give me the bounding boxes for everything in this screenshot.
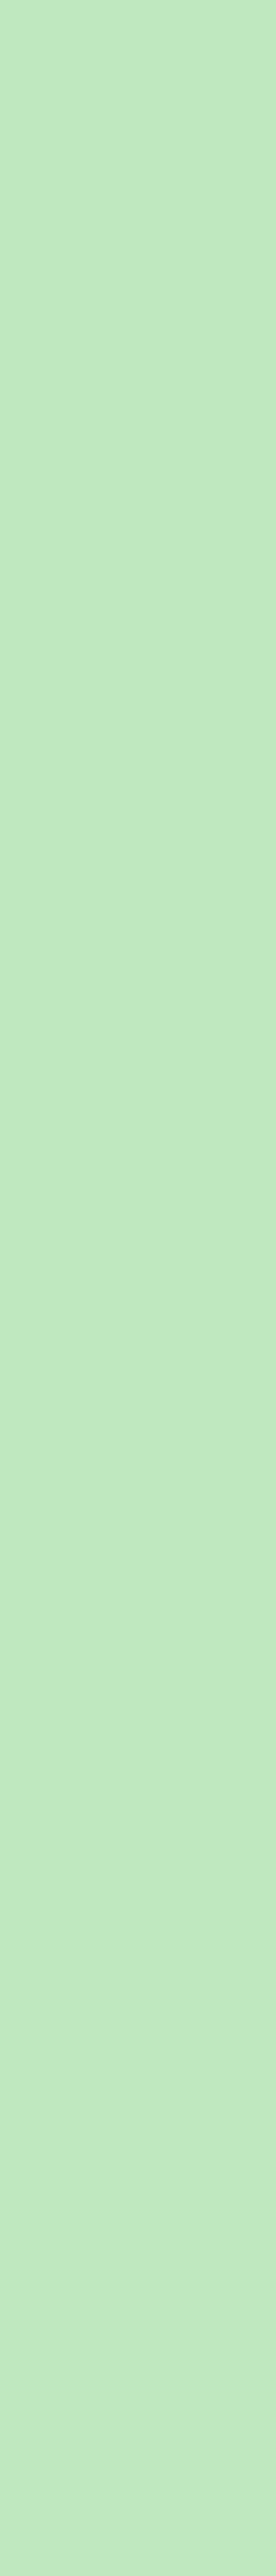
- text-block: [7, 1783, 269, 1807]
- text-block: [7, 50, 269, 80]
- text-block: [7, 521, 269, 544]
- text-block: [7, 1597, 269, 1614]
- text-block: [7, 80, 269, 96]
- text-block: [7, 728, 269, 758]
- text-block: [7, 1973, 269, 1992]
- text-block: [7, 948, 269, 971]
- text-block: [7, 1172, 269, 1189]
- text-block: [7, 859, 269, 891]
- text-block: [7, 971, 269, 999]
- text-block: [7, 1393, 269, 1411]
- text-block: [7, 391, 269, 419]
- text-block: [7, 16, 269, 37]
- text-block: [7, 1235, 269, 1265]
- text-block: [7, 837, 269, 859]
- text-block: [7, 1060, 269, 1089]
- text-block: [7, 999, 269, 1029]
- text-block: [7, 2053, 269, 2067]
- text-block: [7, 1560, 269, 1574]
- text-block: [7, 1522, 269, 1541]
- text-block: [7, 419, 269, 435]
- text-block: [7, 1315, 269, 1335]
- text-block: [7, 1140, 269, 1172]
- text-block: [7, 1707, 269, 1735]
- text-block: [7, 221, 269, 235]
- text-block: [7, 630, 269, 647]
- text-block: [7, 1215, 269, 1235]
- text-block: [7, 336, 269, 349]
- text-block: [7, 2117, 269, 2129]
- text-block: [7, 2067, 269, 2081]
- text-block: [7, 1089, 269, 1110]
- text-block: [7, 3, 269, 16]
- text-block: [7, 37, 269, 50]
- text-block: [7, 1935, 269, 1958]
- text-block: [7, 1807, 269, 1826]
- text-block: [7, 282, 269, 318]
- text-block: [7, 800, 269, 837]
- text-block: [7, 2081, 269, 2102]
- text-block: [7, 96, 269, 114]
- text-block: [7, 1411, 269, 1432]
- text-block: [7, 168, 269, 181]
- text-block: [7, 1958, 269, 1973]
- text-block: [7, 779, 269, 800]
- text-block: [7, 1852, 269, 1875]
- text-block: [7, 2165, 269, 2179]
- text-block: [7, 605, 269, 630]
- text-block: [7, 460, 269, 477]
- text-block: [7, 1638, 269, 1658]
- text-block: [7, 1826, 269, 1852]
- text-block: [7, 927, 269, 948]
- text-block: [7, 2014, 269, 2035]
- text-block: [7, 349, 269, 374]
- text-block: [7, 1487, 269, 1501]
- text-block: [7, 1265, 269, 1288]
- text-block: [7, 2144, 269, 2165]
- footer: [7, 2179, 269, 2189]
- text-block: [7, 544, 269, 576]
- text-block: [7, 1658, 269, 1687]
- text-block: [7, 181, 269, 206]
- text-block: [7, 435, 269, 460]
- text-block: [7, 576, 269, 605]
- text-block: [7, 1458, 269, 1487]
- text-block: [7, 206, 269, 221]
- text-block: [7, 1921, 269, 1935]
- text-block: [7, 705, 269, 728]
- text-block: [7, 647, 269, 679]
- text-block: [7, 114, 269, 135]
- text-block: [7, 235, 269, 255]
- text-block: [7, 1687, 269, 1707]
- text-block: [7, 1896, 269, 1921]
- text-block: [7, 1541, 269, 1560]
- text-block: [7, 1110, 269, 1140]
- text-block: [7, 1992, 269, 2014]
- text-block: [7, 318, 269, 336]
- text-block: [7, 477, 269, 508]
- text-block: [7, 1335, 269, 1367]
- text-block: [7, 2129, 269, 2144]
- text-block: [7, 1735, 269, 1754]
- text-block: [7, 1367, 269, 1393]
- text-block: [7, 2102, 269, 2117]
- text-block: [7, 135, 269, 168]
- text-block: [7, 1501, 269, 1522]
- text-block: [7, 2035, 269, 2053]
- text-block: [7, 1189, 269, 1215]
- text-block: [7, 1574, 269, 1597]
- text-block: [7, 891, 269, 908]
- text-block: [7, 1288, 269, 1315]
- text-block: [7, 758, 269, 779]
- text-block: [7, 1754, 269, 1783]
- text-block: [7, 679, 269, 705]
- text-block: [7, 908, 269, 927]
- text-block: [7, 1029, 269, 1060]
- text-block: [7, 1875, 269, 1896]
- text-block: [7, 266, 269, 282]
- text-block: [7, 374, 269, 391]
- text-block: [7, 1432, 269, 1458]
- text-block: [7, 1614, 269, 1638]
- text-block: [7, 255, 269, 266]
- text-block: [7, 508, 269, 521]
